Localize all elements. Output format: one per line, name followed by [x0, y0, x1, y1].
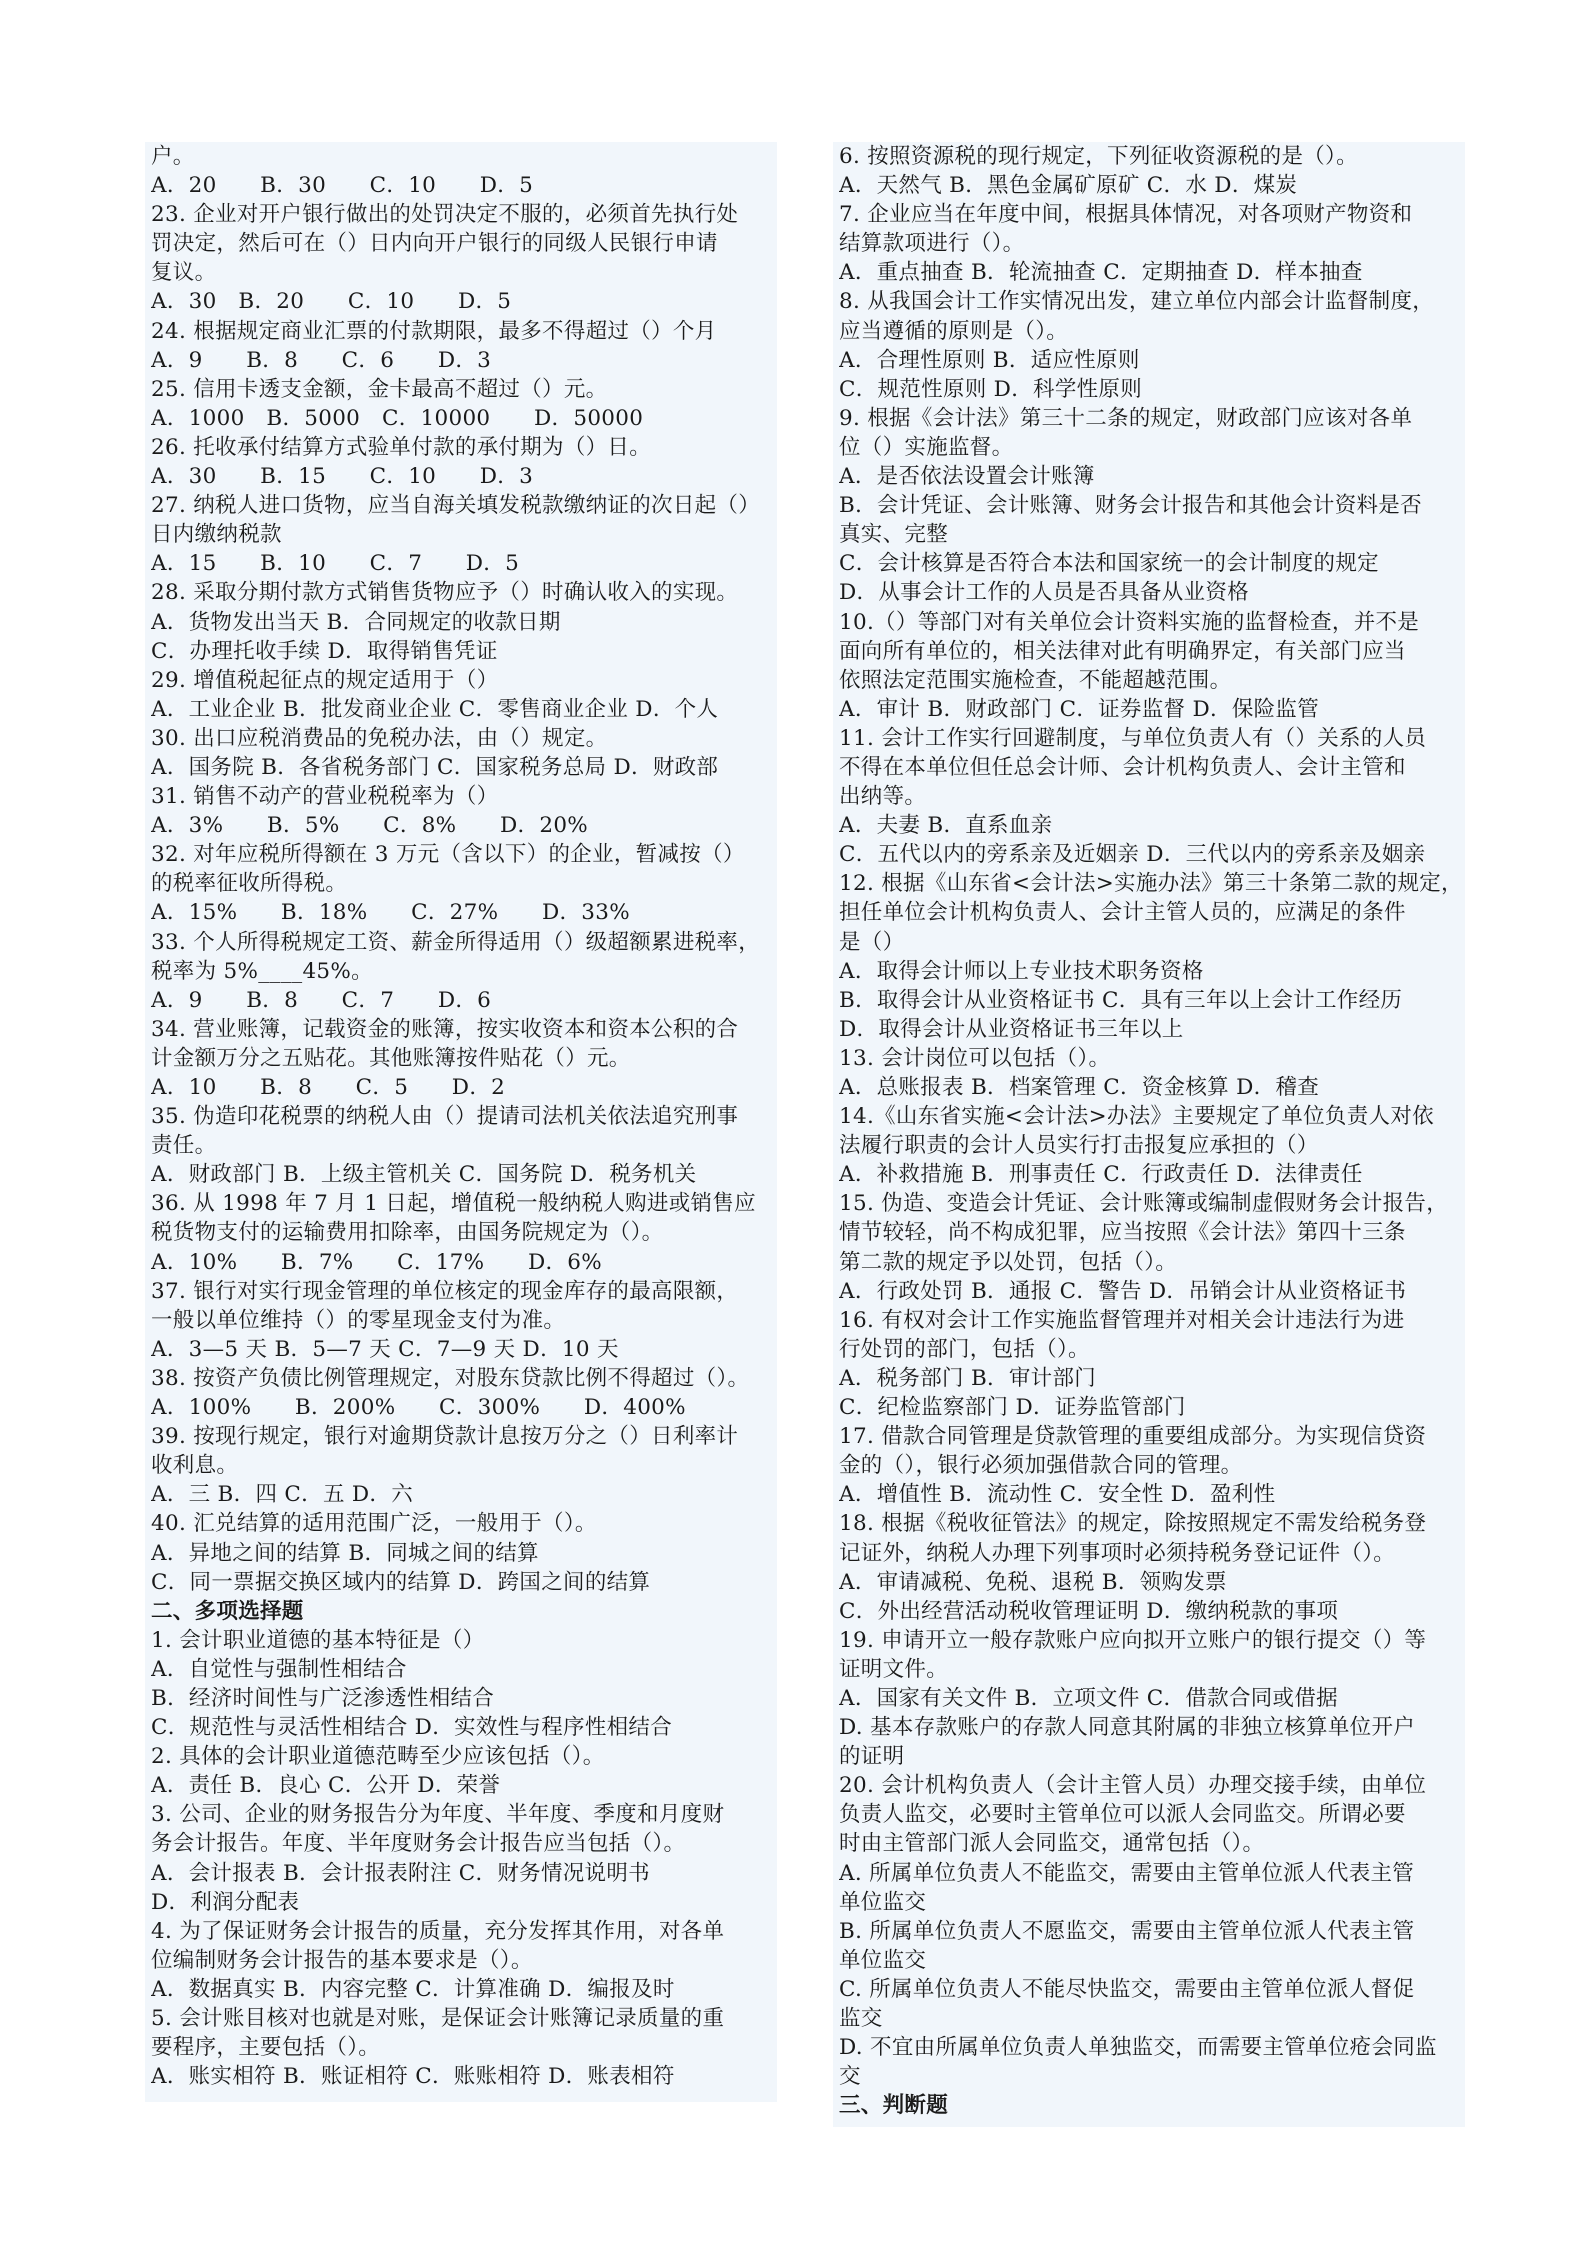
- text-line: A．三 B．四 C．五 D．六: [151, 1482, 414, 1508]
- text-line: A．合理性原则 B．适应性原则: [839, 347, 1140, 373]
- text-line: A．1000 B．5000 C．10000 D．50000: [151, 405, 644, 431]
- right-column: [833, 142, 1465, 2127]
- text-line: 交: [839, 2064, 861, 2090]
- text-line: 17. 借款合同管理是贷款管理的重要组成部分。为实现信贷资: [839, 1424, 1427, 1450]
- text-line: 6. 按照资源税的现行规定，下列征收资源税的是（）。: [839, 144, 1358, 169]
- text-line: C. 所属单位负责人不能尽快监交，需要由主管单位派人督促: [839, 1976, 1415, 2002]
- text-line: 收利息。: [151, 1453, 239, 1479]
- text-line: A．国家有关文件 B．立项文件 C．借款合同或借据: [839, 1685, 1338, 1711]
- text-line: 29. 增值税起征点的规定适用于（）: [151, 667, 499, 693]
- text-line: 13. 会计岗位可以包括（）。: [839, 1045, 1111, 1071]
- text-line: 要程序，主要包括（）。: [151, 2035, 381, 2061]
- text-line: A．自觉性与强制性相结合: [151, 1656, 407, 1682]
- text-line: D．利润分配表: [151, 1889, 300, 1915]
- text-line: 情节较轻，尚不构成犯罪，应当按照《会计法》第四十三条: [839, 1220, 1406, 1246]
- text-line: A．会计报表 B．会计报表附注 C．财务情况说明书: [151, 1860, 650, 1886]
- text-line: 记证外，纳税人办理下列事项时必须持税务登记证件（）。: [839, 1540, 1396, 1566]
- text-line: 1. 会计职业道德的基本特征是（）: [151, 1627, 485, 1653]
- text-line: 面向所有单位的，相关法律对此有明确界定，有关部门应当: [839, 638, 1406, 664]
- text-line: A．夫妻 B．直系血亲: [839, 813, 1053, 839]
- text-line: 18. 根据《税收征管法》的规定，除按照规定不需发给税务登: [839, 1511, 1427, 1537]
- text-line: 38. 按资产负债比例管理规定，对股东贷款比例不得超过（）。: [151, 1365, 750, 1391]
- text-line: 罚决定，然后可在（）日内向开户银行的同级人民银行申请: [151, 231, 718, 257]
- text-line: 8. 从我国会计工作实情况出发，建立单位内部会计监督制度，: [839, 289, 1435, 315]
- text-line: A．行政处罚 B．通报 C．警告 D．吊销会计从业资格证书: [839, 1278, 1407, 1304]
- text-line: 日内缴纳税款: [151, 522, 282, 548]
- text-line: 39. 按现行规定，银行对逾期贷款计息按万分之（）日利率计: [151, 1424, 739, 1450]
- text-line: 25. 信用卡透支金额，金卡最高不超过（）元。: [151, 376, 608, 402]
- text-line: B. 所属单位负责人不愿监交，需要由主管单位派人代表主管: [839, 1918, 1415, 1944]
- text-line: D．从事会计工作的人员是否具备从业资格: [839, 580, 1249, 606]
- text-line: A．国务院 B．各省税务部门 C．国家税务总局 D．财政部: [151, 754, 719, 780]
- text-line: C．纪检监察部门 D．证券监管部门: [839, 1395, 1186, 1421]
- text-line: A．总账报表 B．档案管理 C．资金核算 D．稽查: [839, 1075, 1320, 1100]
- text-line: 30. 出口应税消费品的免税办法，由（）规定。: [151, 725, 608, 751]
- text-line: 2. 具体的会计职业道德范畴至少应该包括（）。: [151, 1744, 605, 1770]
- text-line: 19. 申请开立一般存款账户应向拟开立账户的银行提交（）等: [839, 1627, 1427, 1653]
- text-line: A．异地之间的结算 B．同城之间的结算: [151, 1540, 539, 1566]
- text-line: 是（）: [839, 929, 905, 955]
- text-line: A．天然气 B．黑色金属矿原矿 C．水 D．煤炭: [839, 173, 1298, 199]
- text-line: D. 不宜由所属单位负责人单独监交，而需要主管单位疮会同监: [839, 2035, 1437, 2061]
- text-line: D. 基本存款账户的存款人同意其附属的非独立核算单位开户: [839, 1715, 1416, 1741]
- text-line: 务会计报告。年度、半年度财务会计报告应当包括（）。: [151, 1831, 686, 1857]
- text-line: 16. 有权对会计工作实施监督管理并对相关会计违法行为进: [839, 1307, 1405, 1333]
- text-line: A．数据真实 B．内容完整 C．计算准确 D．编报及时: [151, 1976, 675, 2002]
- text-line: 10.（）等部门对有关单位会计资料实施的监督检查，并不是: [839, 609, 1420, 635]
- text-line: A．15 B．10 C．7 D．5: [151, 551, 520, 577]
- text-line: A．100% B．200% C．300% D．400%: [151, 1395, 686, 1421]
- text-line: 户。: [151, 144, 195, 169]
- text-line: A．20 B．30 C．10 D．5: [151, 173, 534, 199]
- section-heading: 三、判断题: [839, 2093, 949, 2119]
- text-line: A．9 B．8 C．6 D．3: [151, 347, 492, 373]
- text-line: A．重点抽查 B．轮流抽查 C．定期抽查 D．样本抽查: [839, 260, 1363, 286]
- text-line: A．3—5 天 B．5—7 天 C．7—9 天 D．10 天: [151, 1336, 619, 1362]
- text-line: A．货物发出当天 B．合同规定的收款日期: [151, 609, 561, 635]
- text-line: A．10 B．8 C．5 D．2: [151, 1075, 506, 1100]
- text-line: 33. 个人所得税规定工资、薪金所得适用（）级超额累进税率，: [151, 929, 761, 955]
- text-line: B．取得会计从业资格证书 C．具有三年以上会计工作经历: [839, 987, 1403, 1013]
- text-line: 担任单位会计机构负责人、会计主管人员的，应满足的条件: [839, 900, 1406, 926]
- text-line: A．责任 B．良心 C．公开 D．荣誉: [151, 1773, 501, 1799]
- text-line: A．30 B．15 C．10 D．3: [151, 464, 534, 490]
- text-line: B．经济时间性与广泛渗透性相结合: [151, 1685, 495, 1711]
- text-line: A．审请减税、免税、退税 B．领购发票: [839, 1569, 1227, 1595]
- text-line: 监交: [839, 2006, 883, 2031]
- text-line: A．10% B．7% C．17% D．6%: [151, 1249, 603, 1275]
- text-line: 不得在本单位但任总会计师、会计机构负责人、会计主管和: [839, 754, 1406, 780]
- text-line: A．财政部门 B．上级主管机关 C．国务院 D．税务机关: [151, 1162, 697, 1188]
- text-line: 税率为 5%____45%。: [151, 958, 373, 984]
- text-line: 36. 从 1998 年 7 月 1 日起，增值税一般纳税人购进或销售应: [151, 1191, 756, 1217]
- text-line: 出纳等。: [839, 784, 927, 810]
- text-line: 20. 会计机构负责人（会计主管人员）办理交接手续，由单位: [839, 1773, 1427, 1799]
- text-line: C．外出经营活动税收管理证明 D．缴纳税款的事项: [839, 1598, 1339, 1624]
- text-line: C．办理托收手续 D．取得销售凭证: [151, 638, 498, 664]
- text-line: 40. 汇兑结算的适用范围广泛，一般用于（）。: [151, 1511, 597, 1537]
- text-line: 14.《山东省实施<会计法>办法》主要规定了单位负责人对依: [839, 1104, 1434, 1130]
- text-line: 证明文件。: [839, 1656, 949, 1682]
- text-line: A．3% B．5% C．8% D．20%: [151, 813, 589, 839]
- text-line: 真实、完整: [839, 522, 949, 548]
- text-line: 12. 根据《山东省<会计法>实施办法》第三十条第二款的规定，: [839, 871, 1463, 897]
- text-line: 应当遵循的原则是（）。: [839, 318, 1069, 344]
- text-line: 金的（），银行必须加强借款合同的管理。: [839, 1453, 1243, 1479]
- text-line: 31. 销售不动产的营业税税率为（）: [151, 784, 499, 810]
- text-line: 34. 营业账簿，记载资金的账簿，按实收资本和资本公积的合: [151, 1016, 739, 1042]
- text-line: 24. 根据规定商业汇票的付款期限，最多不得超过（）个月: [151, 318, 717, 344]
- text-line: A．工业企业 B．批发商业企业 C．零售商业企业 D．个人: [151, 696, 719, 722]
- text-line: B．会计凭证、会计账簿、财务会计报告和其他会计资料是否: [839, 493, 1422, 519]
- text-line: 15. 伪造、变造会计凭证、会计账簿或编制虚假财务会计报告，: [839, 1191, 1449, 1217]
- text-line: 一般以单位维持（）的零星现金支付为准。: [151, 1307, 566, 1333]
- text-line: 第二款的规定予以处罚，包括（）。: [839, 1249, 1178, 1275]
- text-line: 7. 企业应当在年度中间，根据具体情况，对各项财产物资和: [839, 202, 1413, 228]
- text-line: C．会计核算是否符合本法和国家统一的会计制度的规定: [839, 551, 1379, 577]
- text-line: 计金额万分之五贴花。其他账簿按件贴花（）元。: [151, 1045, 631, 1071]
- text-line: A．账实相符 B．账证相符 C．账账相符 D．账表相符: [151, 2064, 675, 2090]
- text-line: A．取得会计师以上专业技术职务资格: [839, 958, 1204, 984]
- text-line: 的证明: [839, 1744, 905, 1770]
- text-line: 28. 采取分期付款方式销售货物应予（）时确认收入的实现。: [151, 580, 739, 606]
- text-line: 位（）实施监督。: [839, 434, 1014, 460]
- text-line: 3. 公司、企业的财务报告分为年度、半年度、季度和月度财: [151, 1802, 725, 1828]
- text-line: A．补救措施 B．刑事责任 C．行政责任 D．法律责任: [839, 1162, 1363, 1188]
- text-line: A．税务部门 B．审计部门: [839, 1365, 1097, 1391]
- text-line: 35. 伪造印花税票的纳税人由（）提请司法机关依法追究刑事: [151, 1104, 739, 1130]
- text-line: 单位监交: [839, 1889, 927, 1915]
- text-line: 负责人监交，必要时主管单位可以派人会同监交。所谓必要: [839, 1802, 1406, 1828]
- text-line: 27. 纳税人进口货物，应当自海关填发税款缴纳证的次日起（）: [151, 493, 761, 519]
- text-line: 23. 企业对开户银行做出的处罚决定不服的，必须首先执行处: [151, 202, 739, 228]
- text-line: 32. 对年应税所得额在 3 万元（含以下）的企业，暂减按（）: [151, 842, 745, 868]
- text-line: A．审计 B．财政部门 C．证券监督 D．保险监管: [839, 696, 1320, 722]
- text-line: 税货物支付的运输费用扣除率，由国务院规定为（）。: [151, 1220, 664, 1246]
- text-line: 依照法定范围实施检查，不能超越范围。: [839, 667, 1232, 693]
- text-line: 法履行职责的会计人员实行打击报复应承担的（）: [839, 1133, 1319, 1159]
- text-line: 复议。: [151, 260, 217, 286]
- text-line: A．是否依法设置会计账簿: [839, 464, 1095, 490]
- text-line: 11. 会计工作实行回避制度，与单位负责人有（）关系的人员: [839, 725, 1427, 751]
- text-line: 9. 根据《会计法》第三十二条的规定，财政部门应该对各单: [839, 405, 1413, 431]
- text-line: 4. 为了保证财务会计报告的质量，充分发挥其作用，对各单: [151, 1918, 725, 1944]
- text-line: A．30 B．20 C．10 D．5: [151, 289, 512, 315]
- text-line: 37. 银行对实行现金管理的单位核定的现金库存的最高限额，: [151, 1278, 739, 1304]
- text-line: 位编制财务会计报告的基本要求是（）。: [151, 1947, 533, 1973]
- left-column: [145, 142, 777, 2102]
- text-line: C．五代以内的旁系亲及近姻亲 D．三代以内的旁系亲及姻亲: [839, 842, 1426, 868]
- text-line: 的税率征收所得税。: [151, 871, 348, 897]
- text-line: C．规范性原则 D．科学性原则: [839, 376, 1143, 402]
- text-line: 结算款项进行（）。: [839, 231, 1025, 257]
- text-line: 行处罚的部门，包括（）。: [839, 1336, 1090, 1362]
- text-line: 单位监交: [839, 1947, 927, 1973]
- text-line: C．规范性与灵活性相结合 D．实效性与程序性相结合: [151, 1715, 673, 1741]
- text-line: D．取得会计从业资格证书三年以上: [839, 1016, 1184, 1042]
- section-heading: 二、多项选择题: [151, 1598, 304, 1624]
- text-line: A. 所属单位负责人不能监交，需要由主管单位派人代表主管: [839, 1860, 1415, 1886]
- text-line: 5. 会计账目核对也就是对账，是保证会计账簿记录质量的重: [151, 2006, 725, 2031]
- text-line: 责任。: [151, 1133, 217, 1159]
- text-line: A．增值性 B．流动性 C．安全性 D．盈利性: [839, 1482, 1276, 1508]
- text-line: A．9 B．8 C．7 D．6: [151, 987, 492, 1013]
- text-line: A．15% B．18% C．27% D．33%: [151, 900, 630, 926]
- text-line: 时由主管部门派人会同监交，通常包括（）。: [839, 1831, 1265, 1857]
- text-line: C．同一票据交换区域内的结算 D．跨国之间的结算: [151, 1569, 651, 1595]
- text-line: 26. 托收承付结算方式验单付款的承付期为（）日。: [151, 434, 652, 460]
